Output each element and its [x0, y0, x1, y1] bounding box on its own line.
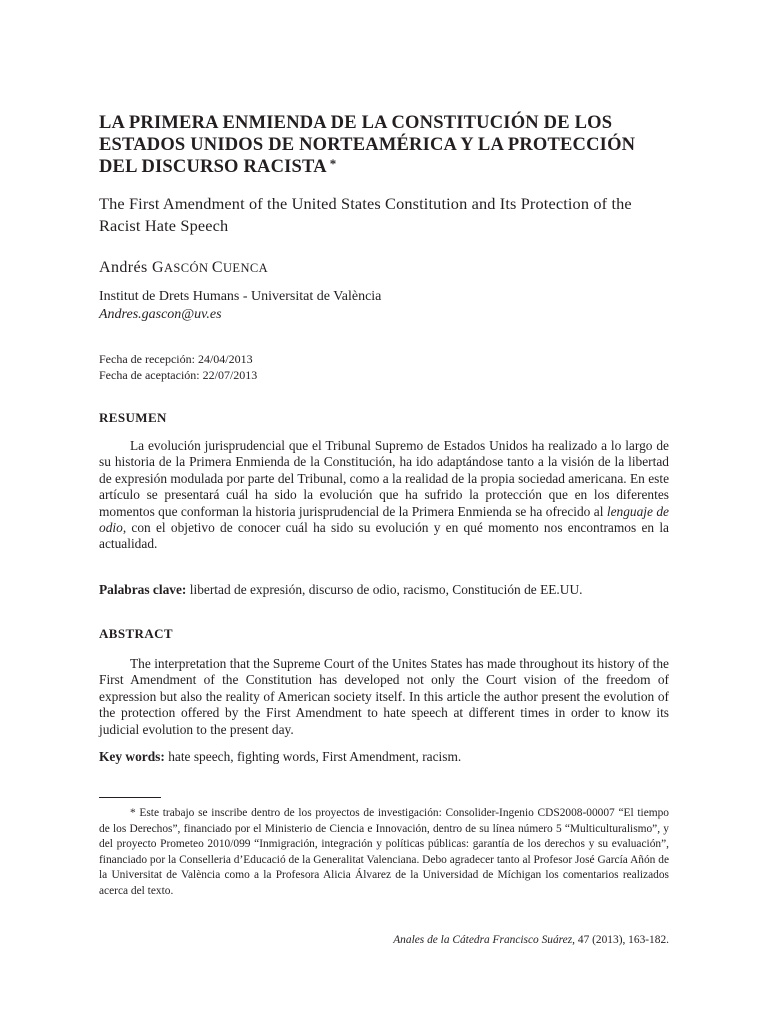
author-first-name: Andrés [99, 259, 148, 276]
resumen-paragraph [99, 438, 669, 553]
article-title-text: LA PRIMERA ENMIENDA DE LA CONSTITUCIÓN DE LOS ESTADOS UNIDOS DE NORTEAMÉRICA Y LA PROTECCIÓN DEL DISCURSO RACISTA [99, 113, 636, 177]
journal-volume-pages: 47 (2013), 163-182. [575, 934, 669, 946]
accepted-date: Fecha de aceptación: 22/07/2013 [99, 368, 258, 382]
article-title [99, 112, 669, 178]
author-last-name: GASCÓN CUENCA [152, 259, 269, 276]
abstract-paragraph: The interpretation that the Supreme Court of the Unites States has made throughout its history of the First Amendment of the Constitution has developed not only the Court vision of the freedom of expression but also the reality of American society itself. In this article the author present the evolution of the protection offered by the First Amendment to hate speech at different times in order to know its judicial evolution to the present day. [99, 656, 669, 737]
resumen-text-part1: La evolución jurisprudencial que el Tribunal Supremo de Estados Unidos ha realizado a lo largo de su historia de la Primera Enmienda de la Constitución, ha ido adaptándose tanto a la visión de la libertad de expresión modulada por parte del Tribunal, como a la realidad de la propia sociedad americana. En este artículo se presentará cuál ha sido la evolución que ha sufrido la protección que en los diferentes momentos que conforman la historia jurisprudencial de la Primera Enmienda se ha ofrecido al [99, 438, 670, 519]
article-dates [99, 351, 257, 383]
abstract-keywords [99, 749, 669, 765]
title-footnote-marker: * [329, 156, 337, 171]
abstract-heading: ABSTRACT [99, 626, 173, 641]
journal-name: Anales de la Cátedra Francisco Suárez, [393, 934, 576, 946]
resumen-keywords-label: Palabras clave: [99, 582, 187, 597]
resumen-text-part2: , con el objetivo de conocer cuál ha sido su evolución y en qué momento nos encontramos en la actualidad. [99, 520, 669, 552]
journal-citation [393, 934, 669, 946]
resumen-heading: RESUMEN [99, 410, 167, 425]
resumen-keywords [99, 582, 669, 598]
article-subtitle-english: The First Amendment of the United States Constitution and Its Protection of the Racist Hate Speech [99, 194, 632, 235]
resumen-keywords-list: libertad de expresión, discurso de odio, racismo, Constitución de EE.UU. [186, 582, 583, 597]
resumen-text-emphasis: lenguaje de odio [99, 503, 669, 536]
author-affiliation: Institut de Drets Humans - Universitat de València [99, 289, 382, 304]
received-date: Fecha de recepción: 24/04/2013 [99, 352, 253, 366]
abstract-keywords-list: hate speech, fighting words, First Amendment, racism. [164, 749, 462, 764]
author-name [99, 259, 268, 277]
footnote-separator [99, 797, 161, 798]
footnote-text: * Este trabajo se inscribe dentro de los proyectos de investigación: Consolider-Ingenio CDS2008-00007 “El tiempo de los Derechos”, financiado por el Ministerio de Ciencia e Innovación, dentro de su línea número 5 “Multiculturalismo”, y del proyecto Prometeo 2010/099 “Inmigración, integración y políticas públicas: garantía de los derechos y su evaluación”, financiado por la Conselleria d’Educació de la Generalitat Valenciana. Debo agradecer tanto al Profesor José García Añón de la Universitat de València como a la Profesora Alicia Álvarez de la Universidad de Míchigan los comentarios realizados acerca del texto. [99, 807, 669, 897]
author-email: Andres.gascon@uv.es [99, 307, 222, 322]
abstract-keywords-label: Key words: [99, 749, 165, 764]
